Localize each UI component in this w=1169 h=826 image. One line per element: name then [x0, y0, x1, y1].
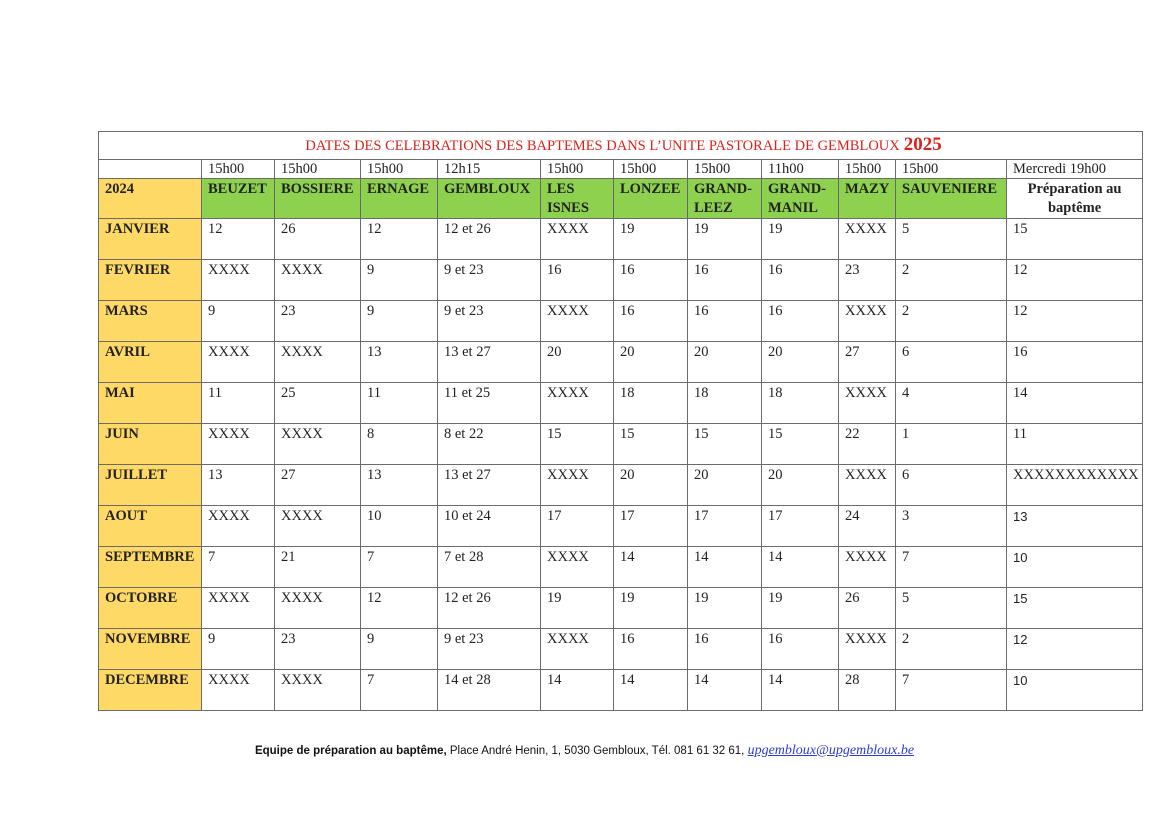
parish-header: GEMBLOUX [438, 179, 541, 219]
date-cell: XXXX [839, 219, 896, 260]
table-row [99, 424, 1143, 465]
date-cell: 16 [614, 260, 688, 301]
parish-header: BEUZET [202, 179, 275, 219]
date-cell: XXXX [839, 547, 896, 588]
date-cell: 14 [614, 547, 688, 588]
table-row [99, 301, 1143, 342]
table-row [99, 465, 1143, 506]
month-rows [99, 219, 1143, 711]
date-cell: 27 [839, 342, 896, 383]
time-cell: 15h00 [541, 160, 614, 179]
month-label: AVRIL [99, 342, 202, 383]
preparation-cell: 12 [1007, 629, 1143, 670]
preparation-cell: XXXXXXXXXXXX [1007, 465, 1143, 506]
date-cell: XXXX [541, 547, 614, 588]
date-cell: XXXX [275, 260, 361, 301]
date-cell: 11 et 25 [438, 383, 541, 424]
date-cell: 19 [688, 219, 762, 260]
date-cell: 13 et 27 [438, 342, 541, 383]
date-cell: 14 [614, 670, 688, 711]
time-cell: 15h00 [688, 160, 762, 179]
date-cell: 5 [896, 588, 1007, 629]
year-label: 2024 [99, 179, 202, 219]
date-cell: XXXX [275, 424, 361, 465]
date-cell: 9 [202, 301, 275, 342]
date-cell: 6 [896, 465, 1007, 506]
date-cell: 13 [361, 465, 438, 506]
date-cell: 3 [896, 506, 1007, 547]
title-year: 2025 [903, 134, 942, 155]
date-cell: 13 [202, 465, 275, 506]
preparation-cell: 10 [1007, 547, 1143, 588]
date-cell: 10 [361, 506, 438, 547]
date-cell: 9 [361, 629, 438, 670]
month-label: NOVEMBRE [99, 629, 202, 670]
parish-header: MAZY [839, 179, 896, 219]
time-corner-cell [99, 160, 202, 179]
footer [0, 743, 1169, 759]
time-cell: 15h00 [896, 160, 1007, 179]
date-cell: 2 [896, 260, 1007, 301]
date-cell: 17 [762, 506, 839, 547]
date-cell: 16 [688, 301, 762, 342]
date-cell: 20 [614, 465, 688, 506]
date-cell: 11 [202, 383, 275, 424]
date-cell: XXXX [541, 383, 614, 424]
date-cell: 20 [688, 342, 762, 383]
date-cell: 1 [896, 424, 1007, 465]
date-cell: 22 [839, 424, 896, 465]
date-cell: 23 [275, 301, 361, 342]
date-cell: XXXX [541, 465, 614, 506]
date-cell: XXXX [275, 670, 361, 711]
date-cell: 14 et 28 [438, 670, 541, 711]
date-cell: 15 [688, 424, 762, 465]
preparation-cell: 15 [1007, 588, 1143, 629]
date-cell: XXXX [839, 629, 896, 670]
date-cell: 19 [762, 588, 839, 629]
month-label: JUILLET [99, 465, 202, 506]
date-cell: 13 [361, 342, 438, 383]
footer-email-link[interactable]: upgembloux@upgembloux.be [747, 743, 915, 758]
date-cell: 16 [688, 260, 762, 301]
date-cell: XXXX [275, 588, 361, 629]
date-cell: XXXX [202, 670, 275, 711]
date-cell: 18 [688, 383, 762, 424]
preparation-cell: 10 [1007, 670, 1143, 711]
date-cell: 12 [361, 588, 438, 629]
parish-header: SAUVENIERE [896, 179, 1007, 219]
date-cell: XXXX [202, 424, 275, 465]
date-cell: 19 [614, 219, 688, 260]
date-cell: 7 [361, 547, 438, 588]
table-row [99, 506, 1143, 547]
date-cell: XXXX [541, 219, 614, 260]
footer-address: Place André Henin, 1, 5030 Gembloux, Tél. 081 61 32 61, [446, 745, 748, 757]
time-cell: 12h15 [438, 160, 541, 179]
date-cell: 9 et 23 [438, 301, 541, 342]
date-cell: 2 [896, 301, 1007, 342]
date-cell: 26 [275, 219, 361, 260]
date-cell: 14 [541, 670, 614, 711]
month-label: MAI [99, 383, 202, 424]
date-cell: 19 [541, 588, 614, 629]
date-cell: 7 [896, 670, 1007, 711]
date-cell: 18 [614, 383, 688, 424]
date-cell: 27 [275, 465, 361, 506]
date-cell: XXXX [202, 506, 275, 547]
date-cell: 9 et 23 [438, 629, 541, 670]
date-cell: 19 [614, 588, 688, 629]
time-cell: 15h00 [361, 160, 438, 179]
month-label: AOUT [99, 506, 202, 547]
table-row [99, 547, 1143, 588]
date-cell: XXXX [839, 383, 896, 424]
header-row [99, 179, 1143, 219]
date-cell: 20 [762, 342, 839, 383]
date-cell: 24 [839, 506, 896, 547]
table-row [99, 342, 1143, 383]
date-cell: 20 [762, 465, 839, 506]
date-cell: 20 [614, 342, 688, 383]
date-cell: 8 [361, 424, 438, 465]
date-cell: 17 [541, 506, 614, 547]
time-cell: 15h00 [275, 160, 361, 179]
time-cell: 15h00 [614, 160, 688, 179]
footer-team: Equipe de préparation au baptême, [254, 745, 447, 757]
date-cell: XXXX [839, 465, 896, 506]
title-text: DATES DES CELEBRATIONS DES BAPTEMES DANS L’UNITE PASTORALE DE GEMBLOUX [305, 138, 900, 154]
date-cell: XXXX [202, 588, 275, 629]
table-row [99, 629, 1143, 670]
time-cell: 15h00 [202, 160, 275, 179]
date-cell: XXXX [202, 342, 275, 383]
date-cell: XXXX [839, 301, 896, 342]
date-cell: XXXX [202, 260, 275, 301]
date-cell: 8 et 22 [438, 424, 541, 465]
date-cell: XXXX [275, 506, 361, 547]
date-cell: 7 [202, 547, 275, 588]
preparation-header: Préparation au baptême [1007, 179, 1143, 219]
date-cell: 13 et 27 [438, 465, 541, 506]
date-cell: 16 [762, 629, 839, 670]
date-cell: 7 [361, 670, 438, 711]
date-cell: 12 et 26 [438, 588, 541, 629]
date-cell: 16 [614, 629, 688, 670]
date-cell: 19 [688, 588, 762, 629]
time-row [99, 160, 1143, 179]
date-cell: 12 [202, 219, 275, 260]
preparation-cell: 14 [1007, 383, 1143, 424]
date-cell: 9 [202, 629, 275, 670]
baptism-schedule-table [98, 131, 1143, 711]
preparation-cell: 11 [1007, 424, 1143, 465]
table-row [99, 219, 1143, 260]
table-row [99, 260, 1143, 301]
date-cell: 15 [541, 424, 614, 465]
date-cell: 2 [896, 629, 1007, 670]
date-cell: 16 [762, 260, 839, 301]
date-cell: 18 [762, 383, 839, 424]
parish-header: BOSSIERE [275, 179, 361, 219]
date-cell: 25 [275, 383, 361, 424]
date-cell: 7 et 28 [438, 547, 541, 588]
month-label: FEVRIER [99, 260, 202, 301]
date-cell: 16 [688, 629, 762, 670]
parish-header: GRAND-MANIL [762, 179, 839, 219]
date-cell: 15 [614, 424, 688, 465]
date-cell: 12 et 26 [438, 219, 541, 260]
month-label: OCTOBRE [99, 588, 202, 629]
table-row [99, 670, 1143, 711]
month-label: JUIN [99, 424, 202, 465]
preparation-cell: 12 [1007, 301, 1143, 342]
date-cell: 9 [361, 301, 438, 342]
date-cell: 7 [896, 547, 1007, 588]
date-cell: 23 [275, 629, 361, 670]
month-label: DECEMBRE [99, 670, 202, 711]
date-cell: 15 [762, 424, 839, 465]
preparation-cell: 16 [1007, 342, 1143, 383]
date-cell: XXXX [275, 342, 361, 383]
date-cell: 14 [688, 547, 762, 588]
date-cell: 16 [762, 301, 839, 342]
date-cell: 20 [688, 465, 762, 506]
date-cell: 11 [361, 383, 438, 424]
parish-header: ERNAGE [361, 179, 438, 219]
date-cell: 9 [361, 260, 438, 301]
preparation-cell: 15 [1007, 219, 1143, 260]
table-title [99, 132, 1143, 160]
date-cell: XXXX [541, 629, 614, 670]
date-cell: 6 [896, 342, 1007, 383]
date-cell: 14 [688, 670, 762, 711]
date-cell: 4 [896, 383, 1007, 424]
time-cell: 15h00 [839, 160, 896, 179]
date-cell: 14 [762, 670, 839, 711]
parish-header: LES ISNES [541, 179, 614, 219]
date-cell: 9 et 23 [438, 260, 541, 301]
date-cell: 17 [688, 506, 762, 547]
date-cell: 17 [614, 506, 688, 547]
title-row [99, 132, 1143, 160]
parish-header: LONZEE [614, 179, 688, 219]
date-cell: 19 [762, 219, 839, 260]
date-cell: 20 [541, 342, 614, 383]
month-label: SEPTEMBRE [99, 547, 202, 588]
month-label: MARS [99, 301, 202, 342]
parish-header: GRAND-LEEZ [688, 179, 762, 219]
date-cell: 23 [839, 260, 896, 301]
date-cell: 12 [361, 219, 438, 260]
preparation-cell: 12 [1007, 260, 1143, 301]
date-cell: 28 [839, 670, 896, 711]
date-cell: 26 [839, 588, 896, 629]
date-cell: XXXX [541, 301, 614, 342]
month-label: JANVIER [99, 219, 202, 260]
table-row [99, 383, 1143, 424]
date-cell: 10 et 24 [438, 506, 541, 547]
date-cell: 5 [896, 219, 1007, 260]
preparation-cell: 13 [1007, 506, 1143, 547]
time-cell: Mercredi 19h00 [1007, 160, 1143, 179]
date-cell: 16 [541, 260, 614, 301]
date-cell: 21 [275, 547, 361, 588]
date-cell: 16 [614, 301, 688, 342]
date-cell: 14 [762, 547, 839, 588]
time-cell: 11h00 [762, 160, 839, 179]
table-row [99, 588, 1143, 629]
